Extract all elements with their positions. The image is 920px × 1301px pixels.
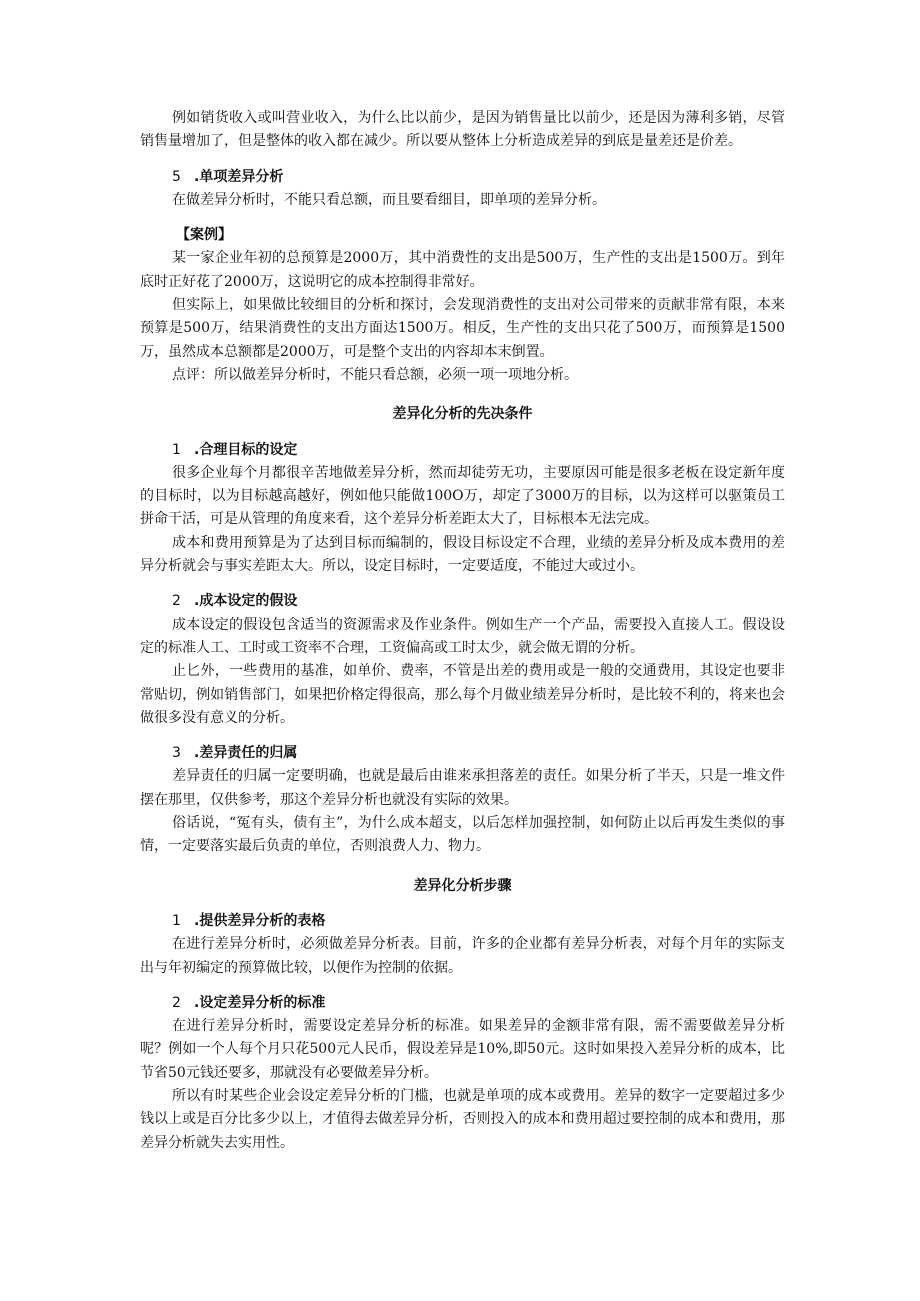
prereq-1-paragraph-1: 很多企业每个月都很辛苦地做差异分析，然而却徒劳无功，主要原因可能是很多老板在设定新年度的目标时，以为目标越高越好，例如他只能做100O万，却定了3000万的目标，以为这样可以驱策员工拼命干活，可是从管理的角度来看，这个差异分析差距太大了，目标根本无法完成。 bbox=[140, 464, 785, 528]
prereq-3-paragraph-1: 差异责任的归属一定要明确，也就是最后由谁来承担落差的责任。如果分析了半天，只是一堆文件摆在那里，仅供参考，那这个差异分析也就没有实际的效果。 bbox=[140, 768, 785, 808]
step-1-number: 1 bbox=[172, 912, 181, 929]
prereq-3-title: .差异责任的归属 bbox=[194, 745, 298, 762]
prereq-3-number: 3 bbox=[172, 745, 181, 762]
prereq-3-heading bbox=[140, 742, 785, 765]
case-heading: 【案例】 bbox=[176, 227, 232, 244]
case-comment: 点评：所以做差异分析时，不能只看总额，必须一项一项地分析。 bbox=[172, 366, 578, 383]
section-5-title: .单项差异分析 bbox=[194, 168, 284, 185]
step-2-heading bbox=[140, 992, 785, 1015]
prereq-2-paragraph-2: 止匕外，一些费用的基准，如单价、费率，不管是出差的费用或是一般的交通费用，其设定也要非常贴切，例如销售部门，如果把价格定得很高，那么每个月做业绩差异分析时，是比较不利的，将来也会做很多没有意义的分析。 bbox=[140, 663, 785, 726]
step-2-title: .设定差异分析的标准 bbox=[194, 994, 326, 1011]
step-2-paragraph-2: 所以有时某些企业会设定差异分析的门槛，也就是单项的成本或费用。差异的数字一定要超过多少钱以上或是百分比多少以上，才值得去做差异分析，否则投入的成本和费用超过要控制的成本和费用，那差异分析就失去实用性。 bbox=[140, 1087, 785, 1151]
prereq-3-paragraph-2: 俗话说，“冤有头，债有主”，为什么成本超支，以后怎样加强控制，如何防止以后再发生类似的事情，一定要落实最后负责的单位，否则浪费人力、物力。 bbox=[140, 815, 785, 855]
prereq-2-title: .成本设定的假设 bbox=[194, 593, 298, 610]
prereq-2-paragraph-1: 成本设定的假设包含适当的资源需求及作业条件。例如生产一个产品，需要投入直接人工。假设设定的标准人工、工时或工资率不合理，工资偏高或工时太少，就会做无谓的分析。 bbox=[140, 616, 785, 656]
prereq-1-paragraph-2: 成本和费用预算是为了达到目标而编制的，假设目标设定不合理，业绩的差异分析及成本费用的差异分析就会与事实差距太大。所以，设定目标时，一定要适度，不能过大或过小。 bbox=[140, 534, 785, 575]
step-1-heading bbox=[140, 910, 785, 933]
case-paragraph-1: 某一家企业年初的总预算是2000万，其中消费性的支出是500万，生产性的支出是1500万。到年底时正好花了2000万，这说明它的成本控制得非常好。 bbox=[140, 250, 785, 290]
step-2-paragraph-1: 在进行差异分析时，需要设定差异分析的标准。如果差异的金额非常有限，需不需要做差异分析呢？例如一个人每个月只花500元人民币，假设差异是10%,即50元。这时如果投入差异分析的成本，比节省50元钱还要多，那就没有必要做差异分析。 bbox=[140, 1018, 785, 1081]
step-2-number: 2 bbox=[172, 994, 181, 1011]
case-paragraph-2: 但实际上，如果做比较细目的分析和探讨，会发现消费性的支出对公司带来的贡献非常有限，本来预算是500万，结果消费性的支出方面达1500万。相反，生产性的支出只花了500万，而预算是1500万，虽然成本总额都是2000万，可是整个支出的内容却本末倒置。 bbox=[140, 297, 785, 360]
step-1-title: .提供差异分析的表格 bbox=[194, 912, 326, 929]
section-5-heading bbox=[140, 166, 785, 189]
section-steps-title: 差异化分析步骤 bbox=[413, 877, 512, 894]
prereq-1-heading bbox=[140, 439, 785, 462]
prereq-1-number: 1 bbox=[172, 441, 181, 458]
prereq-2-heading bbox=[140, 590, 785, 613]
section-5-paragraph: 在做差异分析时，不能只看总额，而且要看细目，即单项的差异分析。 bbox=[172, 191, 606, 208]
section-5-number: 5 bbox=[172, 168, 181, 185]
intro-paragraph: 例如销货收入或叫营业收入，为什么比以前少，是因为销售量比以前少，还是因为薄利多销，尽管销售量增加了，但是整体的收入都在减少。所以要从整体上分析造成差异的到底是量差还是价差。 bbox=[140, 110, 785, 150]
prereq-1-title: .合理目标的设定 bbox=[194, 441, 298, 458]
document-page bbox=[140, 107, 785, 1155]
prereq-2-number: 2 bbox=[172, 593, 181, 610]
section-prerequisites-title: 差异化分析的先决条件 bbox=[392, 406, 533, 423]
step-1-paragraph-1: 在进行差异分析时，必须做差异分析表。目前，许多的企业都有差异分析表，对每个月年的实际支出与年初编定的预算做比较，以便作为控制的依据。 bbox=[140, 936, 785, 976]
